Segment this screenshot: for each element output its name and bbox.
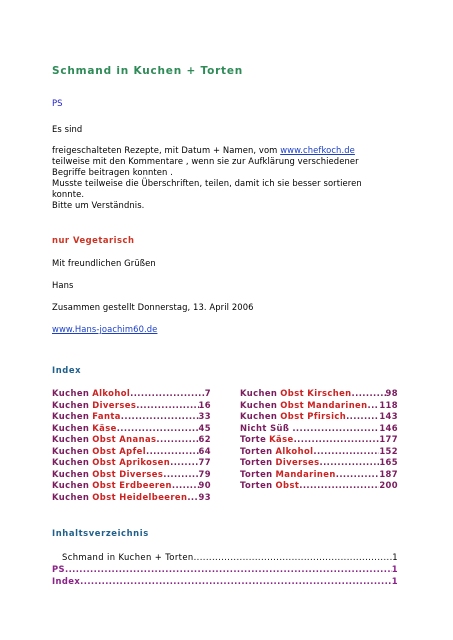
index-leader-dots (313, 446, 379, 458)
intro-line-1 (52, 145, 362, 156)
intro-paragraph (52, 145, 362, 211)
index-leader-dots (156, 434, 198, 446)
index-leader-dots (292, 423, 379, 435)
toc-leader-dots (65, 564, 392, 576)
chefkoch-link[interactable]: www.chefkoch.de (280, 145, 355, 155)
index-entry-category: Kuchen (240, 388, 278, 398)
index-entry[interactable] (240, 434, 398, 446)
index-entry-category: Torten (240, 468, 273, 479)
index-leader-dots (172, 480, 199, 492)
index-entry-page: 90 (198, 480, 211, 490)
toc-entry-label: Index (52, 576, 81, 586)
index-entry-page: 33 (198, 411, 211, 421)
index-entry-page: 98 (385, 388, 398, 398)
index-entry-subcategory: Obst Pfirsich (280, 411, 347, 421)
index-leader-dots (121, 411, 199, 423)
intro-line-3: Begriffe beitragen konnten . (52, 167, 173, 177)
index-entry-page: 45 (198, 422, 211, 433)
index-entry[interactable] (52, 388, 211, 400)
index-left-column (52, 388, 211, 503)
index-entry-page: 165 (379, 457, 398, 467)
index-leader-dots (294, 434, 380, 446)
index-leader-dots (117, 423, 199, 435)
index-entry-page: 77 (198, 457, 211, 467)
index-entry-category: Kuchen (52, 445, 90, 456)
index-entry[interactable] (240, 446, 398, 458)
index-entry[interactable] (52, 457, 211, 469)
index-entry-subcategory: Käse (92, 422, 117, 433)
website-link[interactable]: www.Hans-joachim60.de (52, 324, 158, 334)
toc-entry[interactable] (52, 576, 398, 588)
index-leader-dots (346, 411, 379, 423)
greeting-text: Mit freundlichen Grüßen (52, 258, 156, 268)
index-leader-dots (368, 400, 380, 412)
index-leader-dots (146, 446, 199, 458)
index-entry[interactable] (240, 480, 398, 492)
index-entry-category: Kuchen (52, 399, 90, 410)
index-entry-category: Kuchen (240, 399, 278, 410)
index-entry[interactable] (240, 457, 398, 469)
index-entry-subcategory: Obst Heidelbeeren (92, 491, 188, 502)
index-entry-category: Kuchen (52, 422, 90, 433)
index-entry[interactable] (52, 423, 211, 435)
index-leader-dots (187, 492, 198, 504)
index-entry-page: 200 (379, 480, 398, 490)
index-entry-subcategory: Obst Ananas (92, 434, 157, 444)
index-leader-dots (299, 480, 379, 492)
index-entry-page: 16 (198, 399, 211, 410)
index-entry-category: Kuchen (52, 468, 90, 479)
index-entry-category: Kuchen (52, 491, 90, 502)
index-leader-dots (163, 469, 198, 481)
index-entry-category: Torten (240, 480, 273, 490)
index-entry-subcategory: Fanta (92, 411, 121, 421)
index-entry-page: 146 (379, 422, 398, 433)
index-right-column (240, 388, 398, 492)
index-entry-subcategory: Mandarinen (275, 468, 336, 479)
index-leader-dots (336, 469, 380, 481)
toc-entry-page: 1 (392, 552, 398, 562)
index-entry-category: Kuchen (52, 434, 90, 444)
index-entry[interactable] (52, 480, 211, 492)
intro-line-4: Musste teilweise die Überschriften, teilen, damit ich sie besser sortieren (52, 178, 362, 188)
index-entry-page: 64 (198, 445, 211, 456)
index-entry-subcategory: Obst Aprikosen (92, 457, 171, 467)
index-entry-page: 7 (204, 388, 211, 398)
index-entry-page: 62 (198, 434, 211, 444)
index-entry-page: 93 (198, 491, 211, 502)
index-entry-category: Kuchen (240, 411, 278, 421)
index-entry-category: Kuchen (52, 388, 90, 398)
index-leader-dots (170, 457, 198, 469)
index-entry-page: 118 (379, 399, 398, 410)
index-leader-dots (319, 457, 379, 469)
intro-line-6: Bitte um Verständnis. (52, 200, 145, 210)
toc-entry[interactable] (62, 552, 398, 564)
intro-line-5: konnte. (52, 189, 85, 199)
index-leader-dots (352, 388, 386, 400)
toc-entry-label: Schmand in Kuchen + Torten (62, 552, 194, 562)
index-entry-category: Kuchen (52, 411, 90, 421)
es-sind-text: Es sind (52, 124, 83, 134)
index-entry-category: Kuchen (52, 457, 90, 467)
toc-entry[interactable] (52, 564, 398, 576)
index-entry[interactable] (240, 423, 398, 435)
toc-entry-label: PS (52, 564, 65, 574)
index-entry-subcategory: Obst Erdbeeren (92, 480, 172, 490)
ps-label: PS (52, 99, 63, 109)
index-entry-category: Kuchen (52, 480, 90, 490)
index-entry[interactable] (52, 446, 211, 458)
index-entry-page: 79 (198, 468, 211, 479)
index-entry[interactable] (52, 492, 211, 504)
vegetarian-note: nur Vegetarisch (52, 235, 135, 245)
index-entry-subcategory: Obst Mandarinen (280, 399, 368, 410)
index-entry[interactable] (240, 400, 398, 412)
index-entry[interactable] (240, 469, 398, 481)
index-entry[interactable] (240, 411, 398, 423)
index-entry-subcategory: Obst Kirschen (280, 388, 352, 398)
toc-entry-page: 1 (391, 564, 398, 574)
index-entry[interactable] (52, 411, 211, 423)
index-entry[interactable] (240, 388, 398, 400)
index-entry-subcategory: Diverses (275, 457, 320, 467)
index-entry-category: Torten (240, 457, 273, 467)
index-entry-subcategory: Obst Diverses (92, 468, 164, 479)
index-entry-subcategory: Alkohol (275, 445, 314, 456)
toc-leader-dots (194, 552, 393, 564)
toc-heading: Inhaltsverzeichnis (52, 528, 149, 538)
index-entry-page: 187 (379, 468, 398, 479)
toc-leader-dots (80, 576, 392, 588)
index-entry-category: Torte (240, 434, 267, 444)
compiled-date-text: Zusammen gestellt Donnerstag, 13. April 2006 (52, 302, 254, 312)
index-entry-subcategory: Alkohol (92, 388, 131, 398)
document-title: Schmand in Kuchen + Torten (52, 65, 244, 77)
index-entry-subcategory: Diverses (92, 399, 137, 410)
index-entry-category: Nicht Süß (240, 422, 290, 433)
index-entry-subcategory: Käse (269, 434, 294, 444)
signature-text: Hans (52, 280, 74, 290)
intro-line-2: teilweise mit den Kommentare , wenn sie zur Aufklärung verschiedener (52, 156, 359, 166)
index-entry-page: 177 (379, 434, 398, 444)
intro-line-1-text: freigeschalteten Rezepte, mit Datum + Namen, vom (52, 145, 281, 155)
index-entry-subcategory: Obst (275, 480, 300, 490)
index-heading: Index (52, 365, 82, 375)
index-entry-subcategory: Obst Apfel (92, 445, 146, 456)
index-entry[interactable] (52, 400, 211, 412)
index-entry[interactable] (52, 434, 211, 446)
index-leader-dots (130, 388, 205, 400)
index-entry-page: 152 (379, 445, 398, 456)
index-entry[interactable] (52, 469, 211, 481)
index-entry-page: 143 (379, 411, 398, 421)
index-leader-dots (136, 400, 198, 412)
toc-entry-page: 1 (391, 576, 398, 586)
index-entry-category: Torten (240, 445, 273, 456)
